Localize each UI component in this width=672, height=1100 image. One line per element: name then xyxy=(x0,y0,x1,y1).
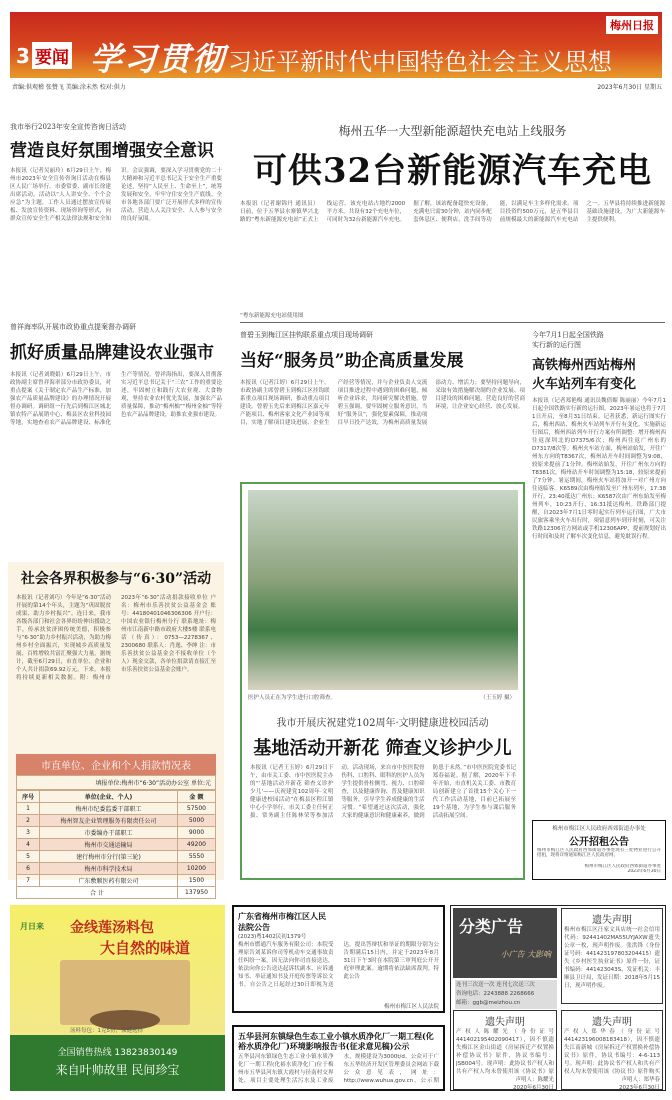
notice-title: 公开招租公告 xyxy=(569,837,629,848)
lead-title: 可供32台新能源汽车充电 xyxy=(252,151,653,191)
brand-logo: 月日来 xyxy=(20,922,44,931)
ad-title: 金线莲汤料包 xyxy=(70,920,154,936)
lost-notice xyxy=(561,1010,663,1090)
table-title: 市直单位、企业和个人捐款情况表 xyxy=(16,754,216,775)
article-agriculture xyxy=(10,322,222,561)
newspaper-logo: 梅州日报 xyxy=(606,16,658,34)
table-cell: 3 xyxy=(17,827,40,839)
contact-phone: 咨询电话：2243888 2268666 xyxy=(456,991,535,997)
table-cell: 梅州智友企业管理服务有限责任公司 xyxy=(40,815,178,827)
table-row xyxy=(17,839,216,851)
table-cell: 1500 xyxy=(177,875,215,887)
notice-title: 五华县河东镇绿色生态工业小镇水质净化厂一期工程(化裕水质净化厂)环境影响报告书(征求意见稿)公示 xyxy=(238,1031,434,1051)
ad-slogan: 来自叶帅故里 民间珍宝 xyxy=(55,1063,180,1077)
table-cell: 49200 xyxy=(177,839,215,851)
article-kicker: 曾碧玉到梅江区挂钩联系重点项目现场调研 xyxy=(240,331,373,339)
table-cell: 建行梅州市分行(第三轮) xyxy=(40,851,178,863)
col-header: 序号 xyxy=(17,791,40,803)
editor-byline: 责编:供观稽 张赞飞 美编:涂未然 校对:供力 xyxy=(12,84,126,91)
article-service xyxy=(240,330,525,474)
donation-box xyxy=(8,562,224,897)
classified-header xyxy=(453,908,557,978)
article-kicker: 实行新的运行图 xyxy=(532,341,581,349)
notice-sign: 梅州市梅江区人民法院 xyxy=(383,1004,439,1010)
table-cell: 市委编办干部职工 xyxy=(40,827,178,839)
article-title: 火车站列车有变化 xyxy=(532,377,637,392)
page-number: 3 xyxy=(16,44,30,68)
article-title: 抓好质量品牌建设农业强市 xyxy=(10,343,214,363)
students-screening-photo xyxy=(248,490,518,690)
rent-notice xyxy=(532,820,666,880)
col-header: 金 额 xyxy=(177,791,215,803)
classified-ads xyxy=(450,905,666,1091)
table-cell: 9000 xyxy=(177,827,215,839)
notice-org: 梅州市梅江区人民政府西郊街道办事处 xyxy=(552,826,646,832)
table-cell: 10200 xyxy=(177,863,215,875)
ad-subtitle: 大自然的味道 xyxy=(100,939,191,957)
notice-title: 广东省梅州市梅江区人民法院公告 xyxy=(238,911,326,932)
table-row xyxy=(17,803,216,815)
lost-notice-date: 2020年6月30日 xyxy=(513,1085,554,1091)
banner-theme: 习近平新时代中国特色社会主义思想 xyxy=(228,48,612,76)
photo-credit: （王玉婷 摄） xyxy=(480,695,515,701)
issue-date: 2023年6月30日 星期五 xyxy=(597,84,662,91)
col-header: 单位(企业、个人) xyxy=(40,791,178,803)
notice-body: 梅州市燃通汽车服务有限公司：本院受理原告刘某诉你司等机动车交通事故责任纠纷一案，因无法向你司直接送达，依法向你公告送达起诉状副本、应诉通知书、举证通知书及开庭传票等诉讼文书。自公告之日起经过30日即视为送达。提出答辩状和举证的期限分别为公告期满后15日内，并定于2023年8月31日下午3时在本院第三审判庭公开开庭审理此案。逾期将依法缺席裁判。特此公告 xyxy=(238,942,439,988)
table-cell: 6 xyxy=(17,863,40,875)
article-body: 本报讯（记者刘晓娟）6月29日上午，市政协副主席曾祥海率部分市政协委员，对重点提案《关于制定农产品生产标准，加强农产品质量品牌建设》的办理情况开展督办调研。调研组一行先后到梅江区城北镇农特产品展销中心、梅县区农业科技园等地，实地查看农产品品牌建设、标准化生产等情况。曾祥海指出，要深入贯彻落实习近平总书记关于“三农”工作的重要论述，牢固树立和践行大农业观、大食物观，坚持农业农村优先发展，加强农产品质量保障，推动“梅州柚”“梅州金柚”等特色农产品品牌建设，助推农业强市建设。 xyxy=(10,372,222,426)
ad-hotline: 全国销售热线 13823830149 xyxy=(57,1048,178,1058)
table-cell: 梅州市纪委监委干部职工 xyxy=(40,803,178,815)
lead-kicker: 梅州五华一大型新能源超快充电站上线服务 xyxy=(338,124,567,138)
section-label: 要闻 xyxy=(32,42,72,69)
total-value: 137950 xyxy=(177,887,215,899)
table-row xyxy=(17,827,216,839)
article-kicker: 曾祥海率队开展市政协重点提案督办调研 xyxy=(10,323,136,331)
contact-email: 邮箱：ggb@meizhou.cn xyxy=(456,1000,521,1006)
article-body: 本报讯（记者吴丽玲）6月29日上午，梅州市2023年安全宣传咨询日活动在梅县区人民广场举行。市委常委、副市长徐建出席活动。活动以“人人讲安全、个个会应急”为主题，工作人员通过摆放宣传展板、发放宣传资料、现场咨询等形式，向群众宣传安全生产相关法律法规和安全知识。会议强调，要深入学习贯彻党的二十大精神和习近平总书记关于安全生产重要论述，坚持“人民至上、生命至上”，统筹发展和安全，牢牢守住安全生产底线。全市各地各部门要广泛开展形式多样的宣传活动，营造人人关注安全、人人参与安全的良好氛围。 xyxy=(10,168,222,222)
article-body: 本报讯（记者江婷）6月29日上午，市政协副主席曾碧玉到梅江区挂钩联系重点项目现场调研，推动重点项目建设。曾碧玉先后来到梅江区嘉元年产能项目、梅州客家文化产业园等项目，实地了解项目建设进展、企业生产经营等情况，并与企业负责人交流项目推进过程中遇到的困难问题，倾听企业诉求，共同研究解决措施。曾碧玉强调，要牢固树立服务意识，当好“服务员”，强化要素保障，推动项目早日投产达效，为梅州高质量发展添动力、增活力；要坚持问题导向，采取有效措施解决制约企业发展、项目建设的困难问题，营造良好的营商环境，让企业安心经营、放心发展。 xyxy=(240,380,525,426)
table-cell: 57500 xyxy=(177,803,215,815)
article-safety xyxy=(10,122,222,317)
donation-table xyxy=(16,754,216,899)
school-title: 基地活动开新花 筛查义诊护少儿 xyxy=(253,738,512,759)
lost-notice xyxy=(561,908,663,1004)
school-kicker: 我市开展庆祝建党102周年·文明健康进校园活动 xyxy=(276,718,489,729)
lost-notice-body: 产权人陈耀光（身份证号441402195402090417），因不慎遗失梅江区金山街道《房屋拆迁产权置换补偿协议书》原件，协议书编号：JSB004号。现声明：此协议书产权人和共有产权人均未曾使用该《协议书》原 xyxy=(456,1029,554,1075)
article-railway xyxy=(532,330,666,817)
ad-pack-info: 汤料每包：1克5份，保健选择 xyxy=(70,1028,143,1034)
table-cell: 2 xyxy=(17,815,40,827)
table-cell: 5550 xyxy=(177,851,215,863)
lost-notice-body: 产权人郑华春（身份证号441423196008183418），因不慎遗失江南新城《房屋拆迁产权置换补偿协议书》原件，协议书编号：4-6-113号。现声明：此协议书产权人和共有产权人均未曾使用该《协议书》原件购买 xyxy=(564,1029,660,1075)
article-title: 当好“服务员”助企高质量发展 xyxy=(240,351,464,371)
article-kicker: 今年7月1日起全国铁路 xyxy=(532,331,604,339)
notice-body: 五华县河东镇绿色生态工业小镇水质净化厂一期工程(化裕水质净化厂)位于梅州市五华县河东镇大霞村与径南村交界处，项目主要处理生活污水及工业废水，规模建设为3000t/d。公众可于广东五华经济开发区管理委员会网站下载公众意见表，网址：http://www.wuhua.gov.cn，公示期 xyxy=(238,1054,439,1084)
soup-pack-ad xyxy=(10,905,225,1091)
banner-calligraphy: 学习贯彻 xyxy=(90,40,227,78)
lost-notice-title: 遗失声明 xyxy=(592,915,632,926)
lead-article xyxy=(240,122,665,320)
classified-title: 分类广告 xyxy=(459,917,524,936)
page-banner xyxy=(10,12,662,78)
table-row xyxy=(17,851,216,863)
donation-title: 社会各界积极参与“6·30”活动 xyxy=(20,571,212,587)
lead-body: 本报讯（记者谢锦丹 通讯员）日前，位于五华县水寨镇华兴北路的“粤东新能源充电站”正式上线运营。该充电站占地约2000平方米，共设有32个充电车位，可同时为32台新能源汽车充电。据了解，该站配备超快充设备，充满电只需30分钟，站内同步配套休息区、便利店、洗手间等功能，以满足车主多样化需求。项目投资约500万元，是五华县目前规模最大的新能源汽车充电站之一。五华县将持续推进新能源基础设施建设，为广大新能源车主提供便利。 xyxy=(240,201,665,223)
table-cell: 4 xyxy=(17,839,40,851)
table-cell: 7 xyxy=(17,875,40,887)
case-number: (2023)粤1402民初1379号 xyxy=(238,934,307,940)
table-row xyxy=(17,875,216,887)
table-cell: 广东敷顺医药有限公司 xyxy=(40,875,178,887)
table-row xyxy=(17,863,216,875)
table-row xyxy=(17,815,216,827)
notice-sign: 梅州市梅江区人民政府西郊街道办事处 xyxy=(584,864,661,869)
notice-body: 梅州市梅江区人民政府西郊街道办事处现有三处物业进行公开招租，现将详情通知梅江区人民政府网。 xyxy=(537,848,661,858)
table-cell: 5000 xyxy=(177,815,215,827)
lead-photo-caption: “粤东新能源充电站使用图 xyxy=(240,313,304,319)
notice-date: 2023年6月30日 xyxy=(627,869,661,874)
lost-notice xyxy=(453,1010,557,1090)
school-activity-box xyxy=(240,482,525,880)
lost-notice-body: 梅州市梅江区汪家文具店统一社会信用代码：92441402MA55UYJAXW遗失公章一枚，现声明作废。张洪锋（身份证号码：441423197803204415）遗失《乡村医生执业证书》原件一份，证书编码：441423043S，发证机关：丰顺县卫计局，发证日期：2018年5月15日，现声明作废。 xyxy=(564,927,660,989)
promo-text: 连刊三次送一次 xyxy=(456,982,495,988)
total-label: 合 计 xyxy=(17,887,178,899)
article-kicker: 我市举行2023年安全宣传咨询日活动 xyxy=(10,123,126,131)
classified-tagline: 小广告 大影响 xyxy=(500,950,551,959)
donation-body: 本报讯（记者刘巧）今年是“6·30”活动开展的第14个年头，主题为“巩固脱贫成果、助力乡村振兴”。连日来，我市各级各部门和社会各界纷纷伸出援助之手，传承扶贫济困传统美德，积极参与“6·30”助力乡村振兴活动，为助力梅州乡村全面振兴，实现城乡高质量发展、百姓增收共富汇聚强大力量。据统计，截至6月29日，市直单位、企业和个人共计捐款69.92万元。下来，本报将持续更新相关数据。附：梅州市2023年“6·30”活动捐款接收单位 户名：梅州市乐善扶贫公益基金会 账号：44180401046306306 开户行：中国农业银行梅州分行 联系地址：梅州市江南新中路市政府大楼5楼 联系电话（传真）：0753—2278367、2300680 联系人：肖逸、李绅 注：市乐善扶贫公益基金会不接收单位（个人）现金交款，各单位捐款请直接汇至市乐善扶贫公益基金会账户。 xyxy=(16,595,216,681)
promo-text: 连刊七次送三次 xyxy=(496,982,535,988)
lost-notice-sign: 声明人：郑华春 xyxy=(621,1077,660,1083)
school-body: 本报讯（记者王玉婷）6月29日下午，由市关工委、市中医医院主办的“‘基地活动开新花 筛查义诊护少儿’——庆祝建党102周年·文明健康进校园活动”在梅县区程江镇中心小学举行。市关工委主任何正拔、常务副主任陈林荣等参加活动。活动现场，来自市中医医院骨伤科、口腔科、眼科的医护人员为学生提供骨柱侧弯、视力、口腔筛查，以及健康咨询、普及健康知识等服务，引导学生养成健康的生活习惯。“希望通过这次活动，强化大家的健康意识和健康素养，做到防患于未然。”市中医医院党委书记郑春福说。据了解，2020年下半年开始，市直机关关工委、市教育局创新建立了首批15个关心下一代工作活动基地，目前已拓展至19个基地，为学生参与课后服务活动拓展空间。 xyxy=(250,765,516,819)
photo-caption: 医护人员正在为学生进行口腔筛查。 xyxy=(248,695,337,701)
lost-notice-title: 遗失声明 xyxy=(592,1017,632,1028)
classified-promo xyxy=(455,980,557,1009)
article-title: 营造良好氛围增强安全意识 xyxy=(10,141,214,161)
lost-notice-sign: 声明人：陈耀光 xyxy=(515,1077,554,1083)
environment-notice xyxy=(232,1025,445,1091)
table-meta: 填报单位:梅州市“6·30”活动办公室 单位:元 xyxy=(16,775,216,790)
table-cell: 梅州市科学技术局 xyxy=(40,863,178,875)
table-cell: 1 xyxy=(17,803,40,815)
lost-notice-date: 2023年6月30日 xyxy=(619,1085,660,1091)
article-title: 高铁梅州西站梅州 xyxy=(532,358,637,373)
article-body: 本报讯（记者郑艳梅 通讯员魏倩媚 陈丽丽）今年7月1日起全国铁路实行新的运行图。2023年暑运也将于7月1日开启，至8月31日结束。记者获悉，新运行图实行后，梅州西站、梅州火车站列车开行有变化。实施新运行图后，梅州西站列车开行方案有所调整：增开梅州西往返深圳北的D7375/6次；梅州西往返广州东的D7317/8次等。梅州火车站方面，梅州站始发，开往广州东方向的T8367次，梅州站开车时间调整为9:08，较原来提前了1分钟。梅州站始发，开往广州东方向的T8381次，梅州站开车时间调整为15:18，较原来提前了7分钟。暑运期间，梅州火车站将加开一对广州方向往返临客。K6589次由梅州始发至广州东列车，17:38开行，23:40抵达广州东；K6587次由广州东始发至梅州列车，10:23开行，16:31抵达梅州。铁路部门提醒，自2023年7月1日零时起实行列车运行图，广大市民旅客乘坐火车出行时，须留意列车到开时刻，可关注铁路12306官方网站或手机12306APP，提前规划好出行时间和及时了解车次变化信息，避免耽误行程。 xyxy=(532,398,666,540)
table-cell: 5 xyxy=(17,851,40,863)
court-notice xyxy=(232,905,445,1013)
table-cell: 梅州市交通运输局 xyxy=(40,839,178,851)
lost-notice-title: 遗失声明 xyxy=(485,1017,525,1028)
